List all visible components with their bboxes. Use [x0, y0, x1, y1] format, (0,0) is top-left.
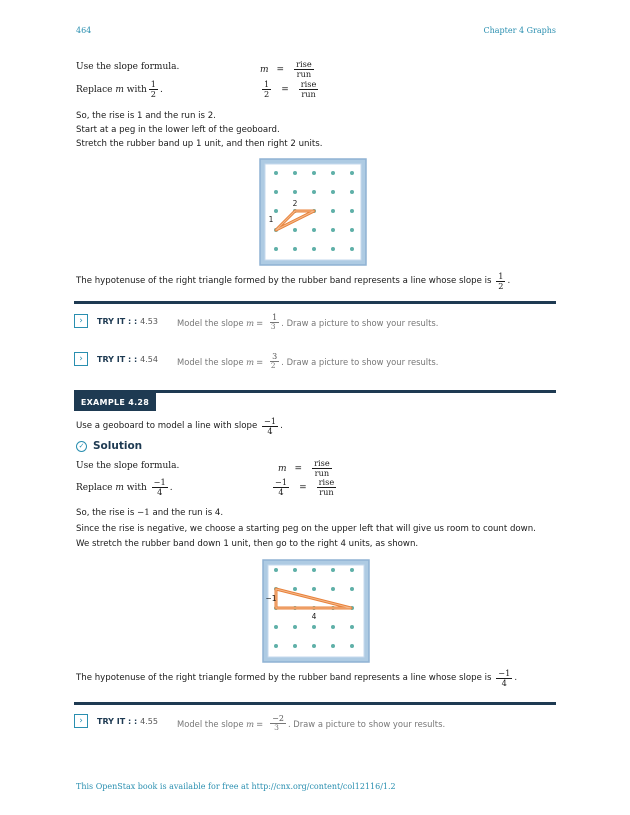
peg	[312, 625, 316, 629]
chapter-title: Chapter 4 Graphs	[483, 26, 556, 35]
peg	[274, 209, 278, 213]
peg	[293, 171, 297, 175]
peg	[331, 587, 335, 591]
equals: =	[276, 64, 285, 75]
fraction: $\frac{1}{2}$	[150, 79, 156, 99]
fraction: $\frac{\text{rise}}{\text{run}}$	[300, 79, 317, 99]
text-line: Since the rise is negative, we choose a starting peg on the upper left that will give us room to count down.	[76, 524, 536, 534]
section-rule	[74, 702, 556, 705]
example-tag: EXAMPLE 4.28	[74, 393, 156, 411]
text-line: We stretch the rubber band down 1 unit, then go to the right 4 units, as shown.	[76, 539, 419, 549]
peg	[350, 644, 354, 648]
chevron-right-icon[interactable]: ›	[74, 314, 88, 328]
hypotenuse-line: The hypotenuse of the right triangle formed by the rubber band represents a line whose slope is $\frac{1}{2}$ .	[76, 271, 511, 291]
peg	[350, 171, 354, 175]
peg	[293, 625, 297, 629]
peg	[293, 587, 297, 591]
peg	[293, 190, 297, 194]
label-rise: 1	[268, 215, 274, 224]
try-number: 4.54	[140, 354, 158, 364]
peg	[350, 228, 354, 232]
peg	[331, 625, 335, 629]
peg	[274, 247, 278, 251]
try-label: TRY IT : :	[97, 316, 138, 326]
peg	[274, 190, 278, 194]
page-number: 464	[76, 26, 92, 35]
peg	[293, 228, 297, 232]
chevron-right-icon[interactable]: ›	[74, 352, 88, 366]
solution-heading: ✓ Solution	[76, 440, 142, 452]
replace-row: Replace m with $\frac{-1}{4}$ .	[76, 477, 173, 497]
try-label: TRY IT : :	[97, 354, 138, 364]
peg	[350, 625, 354, 629]
peg	[312, 587, 316, 591]
peg	[331, 209, 335, 213]
peg	[331, 228, 335, 232]
peg	[293, 247, 297, 251]
peg	[274, 568, 278, 572]
label-rise: −1	[265, 594, 277, 603]
try-it-4-54[interactable]	[74, 352, 439, 370]
check-circle-icon: ✓	[76, 441, 87, 452]
peg	[331, 171, 335, 175]
slope-formula-row: Use the slope formula.	[76, 461, 180, 471]
var-m: m	[260, 64, 269, 75]
peg	[293, 644, 297, 648]
try-it-4-53[interactable]	[74, 313, 439, 331]
peg	[350, 587, 354, 591]
try-label: TRY IT : :	[97, 716, 138, 726]
fraction: $\frac{\text{rise}}{\text{run}}$	[296, 59, 312, 79]
peg	[274, 171, 278, 175]
geoboard-1	[259, 158, 367, 266]
text-line: So, the rise is −1 and the run is 4.	[76, 508, 224, 518]
geoboard-2	[262, 559, 370, 663]
peg	[312, 228, 316, 232]
text-line: Stretch the rubber band up 1 unit, and then right 2 units.	[76, 139, 323, 149]
try-number: 4.53	[140, 316, 158, 326]
peg	[331, 568, 335, 572]
peg	[293, 568, 297, 572]
peg	[312, 190, 316, 194]
peg	[350, 209, 354, 213]
text-line: Start at a peg in the lower left of the geoboard.	[76, 125, 280, 135]
row-label: Use the slope formula.	[76, 62, 180, 72]
try-it-4-55[interactable]	[74, 714, 446, 732]
replace-eq: $\frac{-1}{4}$ = $\frac{\text{rise}}{\text{run}}$	[275, 477, 335, 497]
peg	[350, 568, 354, 572]
text-line: So, the rise is 1 and the run is 2.	[76, 111, 216, 121]
peg	[274, 644, 278, 648]
try-question: Model the slope m = $\frac{3}{2}$ . Draw a picture to show your results.	[177, 352, 439, 370]
hypotenuse-line: The hypotenuse of the right triangle formed by the rubber band represents a line whose slope is $\frac{-1}{4}$ .	[76, 668, 518, 688]
label-run: 2	[292, 199, 298, 208]
fraction: $\frac{1}{2}$	[264, 79, 270, 99]
peg	[312, 171, 316, 175]
chevron-right-icon[interactable]: ›	[74, 714, 88, 728]
peg	[350, 190, 354, 194]
try-question: Model the slope m = $\frac{-2}{3}$ . Draw a picture to show your results.	[177, 714, 446, 732]
try-number: 4.55	[140, 716, 158, 726]
replace-eq: $\frac{1}{2}$ = $\frac{\text{rise}}{\text{run}}$	[264, 79, 317, 99]
peg	[331, 247, 335, 251]
peg	[331, 190, 335, 194]
replace-row: Replace m with $\frac{1}{2}$ .	[76, 79, 163, 99]
label-run: 4	[311, 612, 317, 621]
geoboard-surface	[268, 565, 364, 657]
slope-formula-eq: m = $\frac{\text{rise}}{\text{run}}$	[278, 458, 330, 478]
peg	[350, 247, 354, 251]
example-prompt: Use a geoboard to model a line with slope $\frac{-1}{4}$ .	[76, 416, 283, 436]
try-question: Model the slope m = $\frac{1}{3}$ . Draw a picture to show your results.	[177, 313, 439, 331]
peg	[331, 644, 335, 648]
slope-formula-eq	[260, 60, 316, 79]
section-rule	[74, 301, 556, 304]
peg	[312, 247, 316, 251]
row-label: Replace	[76, 84, 113, 95]
peg	[312, 568, 316, 572]
slope-formula-row	[76, 62, 179, 72]
peg	[312, 644, 316, 648]
peg	[274, 625, 278, 629]
footer-text: This OpenStax book is available for free at http://cnx.org/content/col12116/1.2	[76, 782, 396, 791]
